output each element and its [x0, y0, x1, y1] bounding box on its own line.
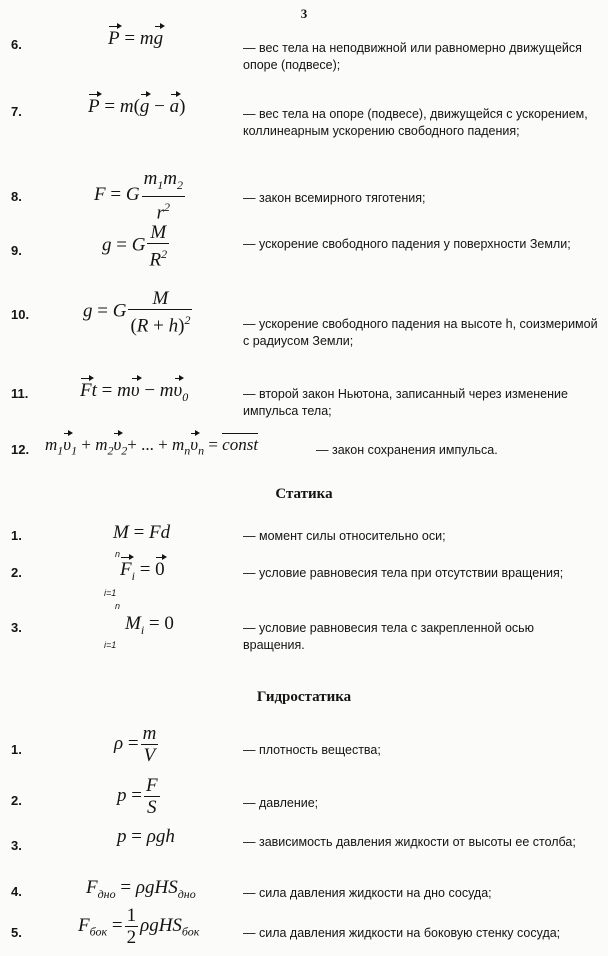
description: — закон сохранения импульса. [316, 443, 498, 457]
description: — плотность вещества; [243, 743, 381, 757]
formula-weight-static: P = mg [108, 28, 164, 49]
description: — условие равновесия тела с закрепленной осью вращения. [243, 621, 535, 652]
formula-momentum-conservation: $m_1\upsilon_1 + m_2\upsilon_2+$ ... + $m_n\upsilon_n$ = const [45, 435, 259, 458]
description: — условие равновесия тела при отсутствии вращения; [243, 566, 564, 580]
formula-moment-of-force: M = Fd [113, 522, 171, 543]
item-number: 12. [11, 442, 30, 457]
item-number: 2. [11, 793, 22, 808]
item-number: 3. [11, 620, 22, 635]
item-number: 8. [11, 189, 22, 204]
sum-lower-limit: i=1 [104, 588, 117, 598]
sum-upper-limit: n [115, 549, 121, 559]
item-number: 6. [11, 37, 22, 52]
item-number: 3. [11, 838, 22, 853]
formula-force-equilibrium: $F_i = 0$ [120, 559, 165, 583]
description: — вес тела на опоре (подвесе), движущейся с ускорением, коллинеарным ускорению свободного падения; [243, 107, 588, 138]
description: — ускорение свободного падения на высоте h, соизмеримой с радиусом Земли; [243, 317, 598, 348]
item-number: 9. [11, 243, 22, 258]
description: — зависимость давления жидкости от высоты ее столба; [243, 835, 576, 849]
formula-gravity-height: g = G $\frac{M}{(R + h)^2}$ [83, 288, 191, 337]
formula-newton-second-law-impulse: $Ft = m\upsilon - m\upsilon_0$ [80, 380, 189, 404]
item-number: 4. [11, 884, 22, 899]
formula-pressure: p = $\frac{F}{S}$ [117, 775, 158, 818]
item-number: 2. [11, 565, 22, 580]
formula-gravitation-law: F = G $\frac{m_1m_2}{r^2}$ [94, 168, 184, 224]
section-title-statics: Статика [275, 486, 333, 502]
formula-gravity-surface: g = G $\frac{M}{R^2}$ [102, 222, 168, 271]
description: — закон всемирного тяготения; [243, 191, 426, 205]
description: — вес тела на неподвижной или равномерно движущейся опоре (подвесе); [243, 41, 582, 72]
sum-lower-limit: i=1 [104, 640, 117, 650]
item-number: 5. [11, 925, 22, 940]
formula-weight-accelerating: P = m(g − a) [88, 96, 186, 117]
item-number: 10. [11, 307, 30, 322]
description: — момент силы относительно оси; [243, 529, 446, 543]
formula-side-pressure-force: $F_{бок}$ = $\frac{1}{2}$ ρgHS$_{бок}$ [78, 905, 200, 948]
item-number: 7. [11, 104, 22, 119]
page-number: 3 [300, 6, 308, 21]
description: — сила давления жидкости на дно сосуда; [243, 886, 492, 900]
description: — второй закон Ньютона, записанный через изменение импульса тела; [243, 387, 568, 418]
description: — сила давления жидкости на боковую стенку сосуда; [243, 926, 561, 940]
formula-hydrostatic-pressure: p = ρgh [117, 826, 175, 847]
item-number: 1. [11, 742, 22, 757]
description: — давление; [243, 796, 319, 810]
item-number: 11. [11, 386, 29, 401]
description: — ускорение свободного падения у поверхности Земли; [243, 237, 571, 251]
formula-density: ρ = $\frac{m}{V}$ [114, 723, 157, 766]
formula-moment-equilibrium: $M_i = 0$ [125, 613, 174, 637]
item-number: 1. [11, 528, 22, 543]
sum-upper-limit: n [115, 601, 121, 611]
section-title-hydrostatics: Гидростатика [256, 689, 352, 705]
formula-bottom-pressure-force: $F_{дно} = \rho gHS_{дно}$ [86, 877, 196, 901]
